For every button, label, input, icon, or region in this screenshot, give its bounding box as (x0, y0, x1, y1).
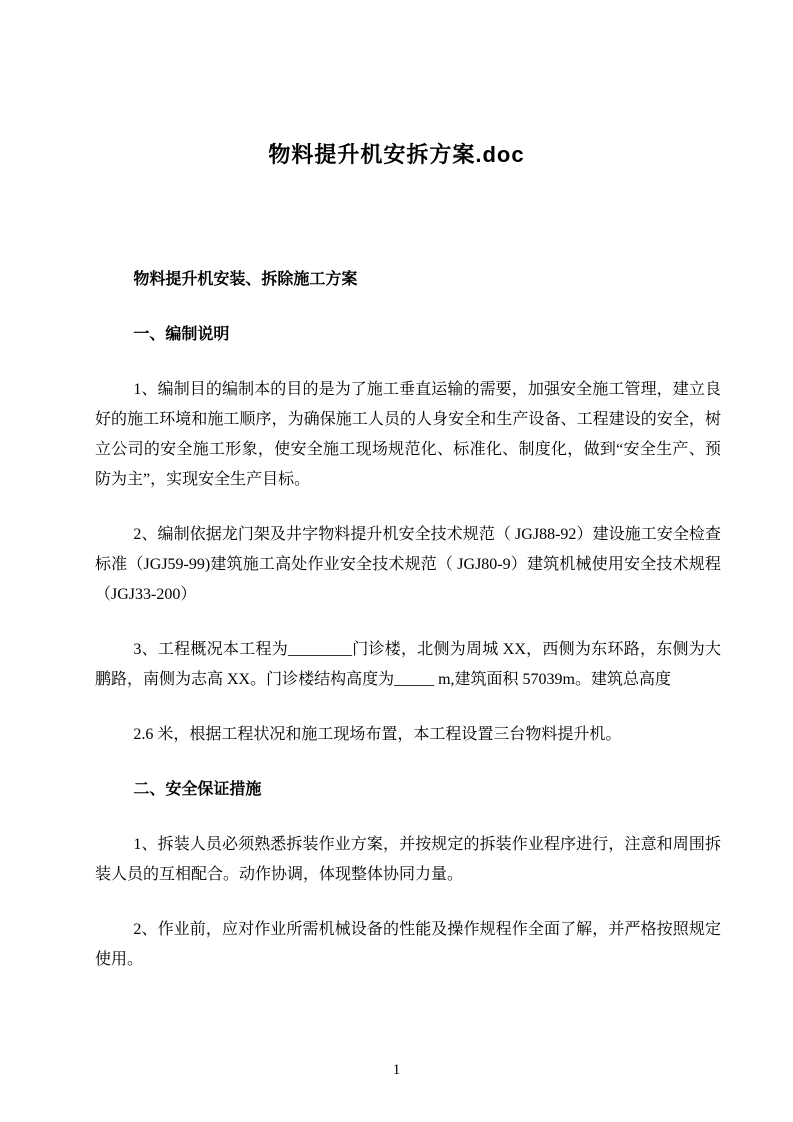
section-1-paragraph-basis: 2、编制依据龙门架及井字物料提升机安全技术规范（ JGJ88-92）建设施工安全检查标准（JGJ59-99)建筑施工高处作业安全技术规范（ JGJ80-9）建筑机械使用安全技术规程（JGJ33-200） (95, 526, 721, 603)
doc-subtitle-heading: 物料提升机安装、拆除施工方案 (133, 271, 358, 288)
section-1-paragraph-overview: 3、工程概况本工程为________门诊楼，北侧为周城 XX，西侧为东环路，东侧为大鹏路，南侧为志高 XX。门诊楼结构高度为_____ m,建筑面积 57039m。建筑总高度 (95, 641, 721, 688)
section-1-paragraph-overview-continued: 2.6 米，根据工程状况和施工现场布置，本工程设置三台物料提升机。 (133, 726, 622, 743)
section-1-heading: 一、编制说明 (133, 326, 230, 343)
section-2-heading: 二、安全保证措施 (133, 781, 262, 798)
section-2-paragraph-1: 1、拆装人员必须熟悉拆装作业方案，并按规定的拆装作业程序进行，注意和周围拆装人员的互相配合。动作协调，体现整体协同力量。 (95, 836, 721, 883)
section-1-paragraph-purpose: 1、编制目的编制本的目的是为了施工垂直运输的需要，加强安全施工管理，建立良好的施工环境和施工顺序，为确保施工人员的人身安全和生产设备、工程建设的安全，树立公司的安全施工形象，使安全施工现场规范化、标准化、制度化，做到“安全生产、预防为主”，实现安全生产目标。 (95, 381, 721, 488)
document-title: 物料提升机安拆方案.doc (268, 142, 525, 167)
section-2-paragraph-2: 2、作业前，应对作业所需机械设备的性能及操作规程作全面了解，并严格按照规定使用。 (95, 921, 721, 968)
page-number: 1 (392, 1062, 401, 1078)
document-body (95, 265, 721, 975)
